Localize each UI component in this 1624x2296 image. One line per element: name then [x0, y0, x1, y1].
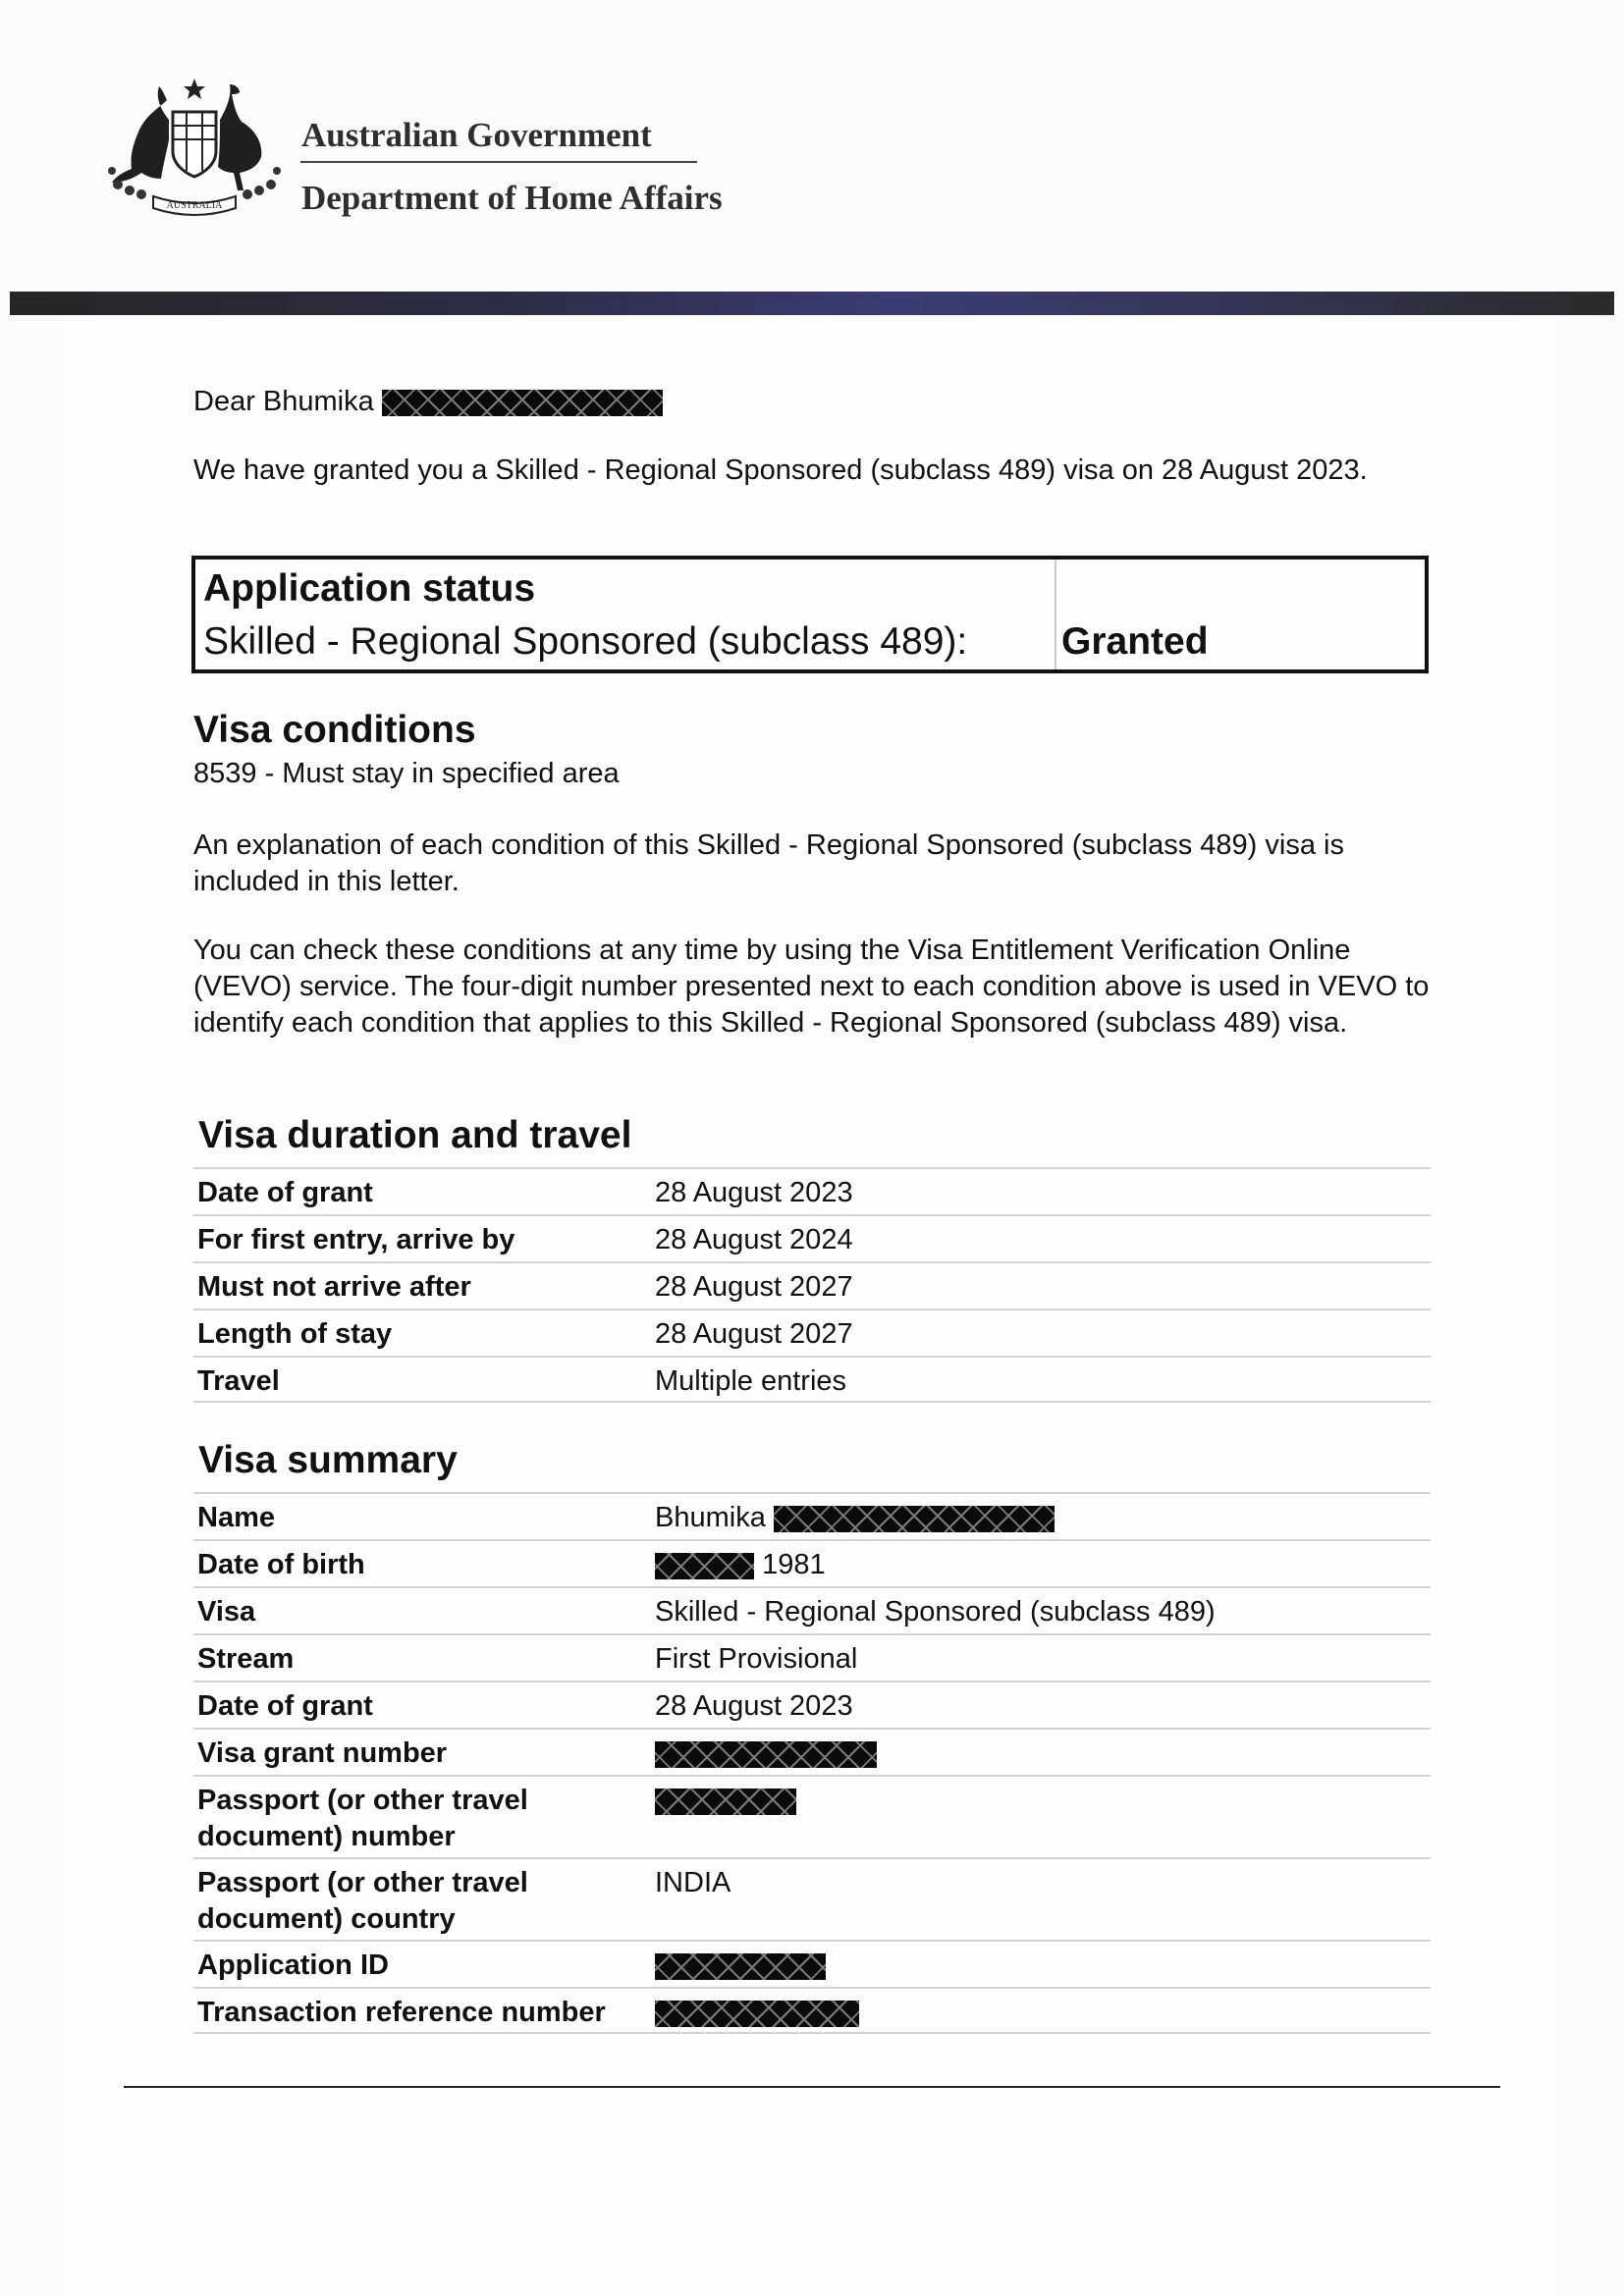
row-label: Travel — [197, 1365, 280, 1397]
application-status-heading: Application status — [203, 567, 536, 610]
row-value — [655, 1777, 796, 1819]
row-label: Length of stay — [197, 1318, 393, 1350]
salutation — [193, 384, 1440, 420]
letterhead — [0, 0, 1624, 294]
conditions-explanation: An explanation of each condition of this Skilled - Regional Sponsored (subclass 489) visa is included in this letter. — [193, 829, 1344, 897]
row-value: 28 August 2024 — [655, 1224, 853, 1255]
vevo-paragraph: You can check these conditions at any time by using the Visa Entitlement Verification Online (VEVO) service. The four-digit number presented next to each condition above is used in VEVO to identify each condition that applies to this Skilled - Regional Sponsored (subclass 489) visa. — [193, 934, 1430, 1039]
row-value — [655, 1942, 826, 1984]
row-label: Application ID — [197, 1949, 389, 1981]
row-value: 28 August 2023 — [655, 1177, 853, 1208]
row-value: INDIA — [655, 1867, 731, 1898]
table-row — [193, 1940, 1431, 1987]
status-box-divider — [1055, 560, 1056, 669]
table-row — [193, 1308, 1431, 1356]
redacted-application-id — [655, 1953, 826, 1980]
table-row — [193, 1987, 1431, 2034]
visa-duration-table — [193, 1167, 1431, 1403]
row-value — [655, 1494, 1055, 1536]
table-row — [193, 1261, 1431, 1308]
row-label: Date of grant — [197, 1177, 373, 1208]
redacted-transaction-reference — [655, 2001, 859, 2027]
visa-condition-item: 8539 - Must stay in specified area — [193, 758, 620, 789]
row-value: 28 August 2023 — [655, 1690, 853, 1722]
row-label: Passport (or other travel document) number — [197, 1785, 528, 1852]
government-title: Australian Government — [301, 116, 652, 154]
table-row — [193, 1775, 1431, 1857]
redacted-birth-date — [655, 1553, 754, 1579]
row-value: Multiple entries — [655, 1365, 847, 1397]
department-title: Department of Home Affairs — [301, 179, 723, 217]
australian-coat-of-arms-icon — [98, 75, 291, 222]
letterhead-divider — [300, 161, 697, 163]
table-row — [193, 1586, 1431, 1633]
row-value — [655, 1989, 859, 2031]
grant-sentence: We have granted you a Skilled - Regional Sponsored (subclass 489) visa on 28 August 2023. — [193, 454, 1368, 486]
redacted-visa-grant-number — [655, 1741, 877, 1768]
table-row — [193, 1728, 1431, 1775]
row-value — [655, 1541, 826, 1583]
name-value: Bhumika — [655, 1502, 766, 1533]
crest-motto: AUSTRALIA — [166, 200, 223, 211]
row-label: Stream — [197, 1643, 295, 1675]
header-band — [10, 292, 1614, 315]
visa-summary-heading: Visa summary — [198, 1439, 458, 1481]
birth-year-value: 1981 — [762, 1549, 826, 1580]
row-label: Transaction reference number — [197, 1997, 606, 2028]
table-row — [193, 1857, 1431, 1940]
table-row — [193, 1356, 1431, 1403]
table-row — [193, 1167, 1431, 1214]
row-label: Date of birth — [197, 1549, 365, 1580]
table-row — [193, 1214, 1431, 1261]
row-label: Passport (or other travel document) country — [197, 1867, 528, 1935]
salutation-text: Dear Bhumika — [193, 386, 374, 417]
table-row — [193, 1681, 1431, 1728]
row-label: For first entry, arrive by — [197, 1224, 515, 1255]
row-value: 28 August 2027 — [655, 1318, 853, 1350]
row-label: Visa — [197, 1596, 256, 1628]
redacted-surname — [774, 1506, 1055, 1532]
visa-conditions-heading: Visa conditions — [193, 709, 476, 751]
application-status-box — [191, 556, 1429, 673]
footer-divider — [124, 2086, 1500, 2088]
table-row — [193, 1492, 1431, 1539]
application-status-value: Granted — [1061, 620, 1209, 663]
redacted-surname — [382, 390, 663, 416]
visa-duration-heading: Visa duration and travel — [198, 1114, 632, 1156]
application-status-visa: Skilled - Regional Sponsored (subclass 489): — [203, 620, 968, 663]
visa-summary-table — [193, 1492, 1431, 2034]
row-label: Must not arrive after — [197, 1271, 471, 1303]
table-row — [193, 1633, 1431, 1681]
row-value: 28 August 2027 — [655, 1271, 853, 1303]
row-label: Name — [197, 1502, 275, 1533]
row-value — [655, 1730, 877, 1772]
table-row — [193, 1539, 1431, 1586]
redacted-passport-number — [655, 1789, 796, 1815]
row-label: Date of grant — [197, 1690, 373, 1722]
row-value: Skilled - Regional Sponsored (subclass 489) — [655, 1596, 1216, 1628]
row-value: First Provisional — [655, 1643, 858, 1675]
row-label: Visa grant number — [197, 1737, 448, 1769]
